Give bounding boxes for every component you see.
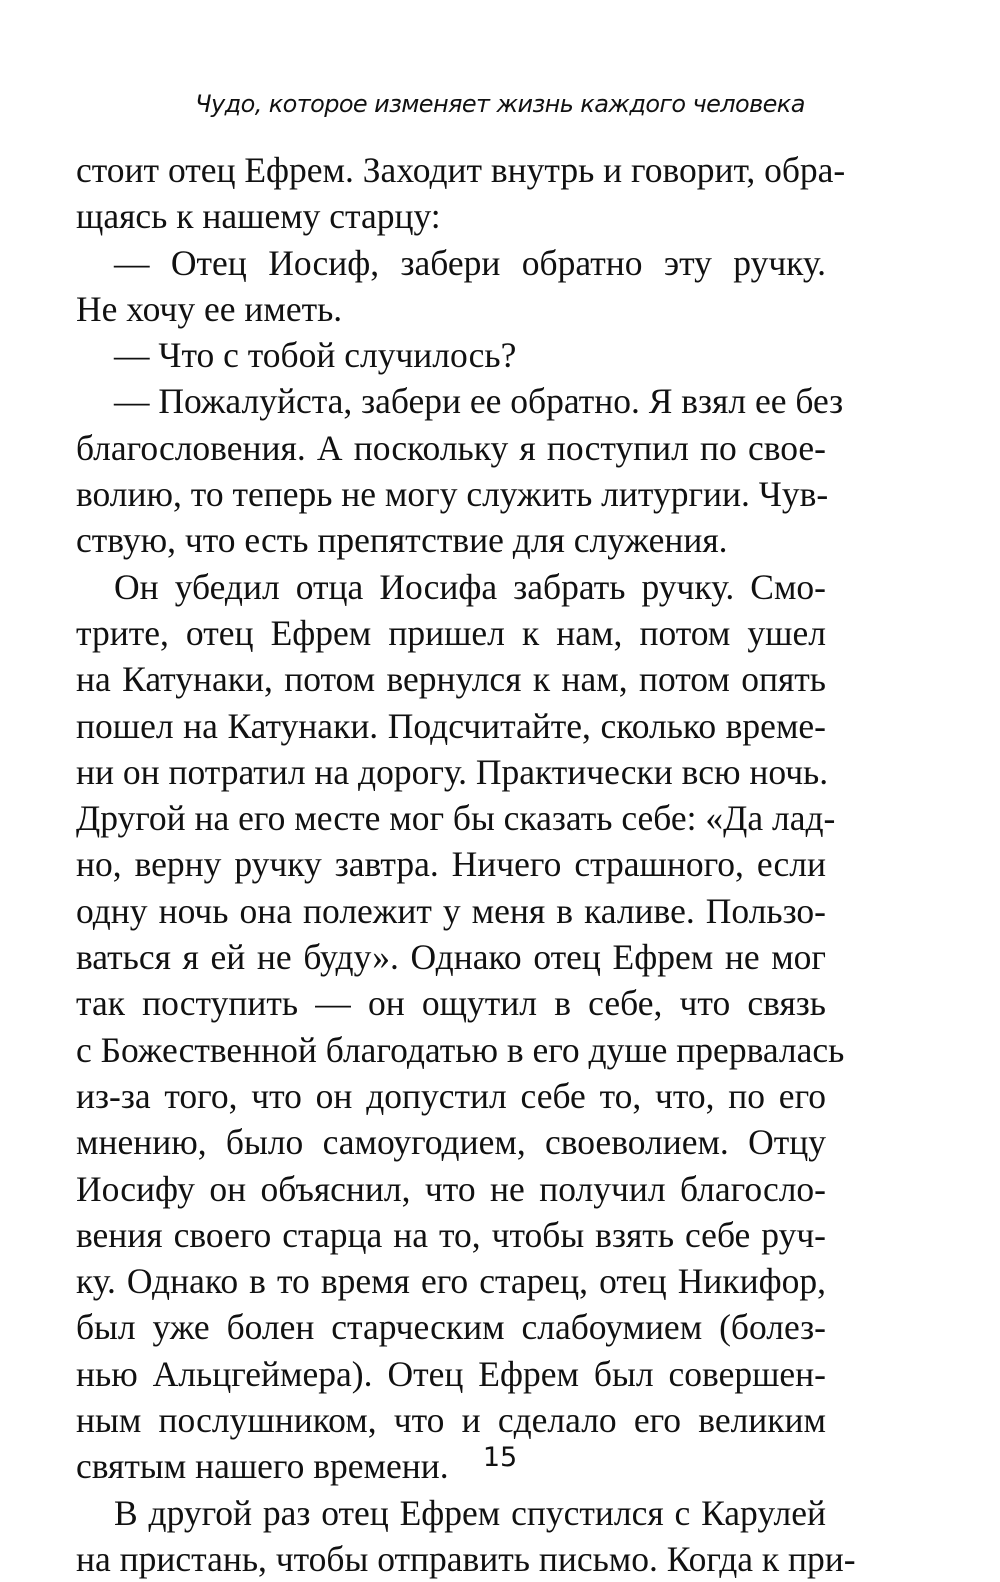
text-line: стоит отец Ефрем. Заходит внутрь и говорит, обра- [76, 150, 846, 190]
text-line: нью Альцгеймера). Отец Ефрем был совершен- [76, 1353, 826, 1394]
text-line: на Катунаки, потом вернулся к нам, потом опять [76, 659, 826, 700]
text-line: — Что с тобой случилось? [114, 335, 517, 376]
text-line: Он убедил отца Иосифа забрать ручку. Смо- [114, 566, 826, 607]
text-line: трите, отец Ефрем пришел к нам, потом ушел [76, 612, 826, 653]
text-line: мнению, было самоугодием, своеволием. Отцу [76, 1122, 826, 1163]
text-line: ваться я ей не буду». Однако отец Ефрем не мог [76, 937, 826, 978]
text-line: пошел на Катунаки. Подсчитайте, сколько време- [76, 705, 826, 746]
text-line: так поступить — он ощутил в себе, что связь [76, 983, 826, 1024]
text-line: на пристань, чтобы отправить письмо. Когда к при- [76, 1538, 856, 1579]
text-line: из-за того, что он допустил себе то, что, по его [76, 1075, 826, 1116]
text-line: волию, то теперь не могу служить литургии. Чув- [76, 474, 829, 515]
text-line: Другой на его месте мог бы сказать себе: «Да лад- [76, 798, 836, 839]
body-text [76, 147, 856, 1582]
text-line: был уже болен старческим слабоумием (болез- [76, 1307, 826, 1348]
text-line: Иосифу он объяснил, что не получил благосло- [76, 1168, 826, 1209]
page-number: 15 [482, 1442, 518, 1473]
text-line: ствую, что есть препятствие для служения. [76, 520, 728, 561]
running-head: Чудо, которое изменяет жизнь каждого человека [195, 90, 805, 118]
text-line: вения своего старца на то, чтобы взять себе руч- [76, 1214, 826, 1255]
text-line: ни он потратил на дорогу. Практически всю ночь. [76, 751, 829, 792]
text-line: В другой раз отец Ефрем спустился с Карулей [114, 1492, 826, 1533]
text-line: но, верну ручку завтра. Ничего страшного, если [76, 844, 826, 885]
text-line: — Пожалуйста, забери ее обратно. Я взял ее без [114, 381, 844, 422]
text-line: святым нашего времени. [76, 1446, 449, 1487]
text-line: — Отец Иосиф, забери обратно эту ручку. [114, 242, 826, 283]
text-line: щаясь к нашему старцу: [76, 196, 441, 237]
text-line: одну ночь она полежит у меня в каливе. Пользо- [76, 890, 826, 931]
text-line: Не хочу ее иметь. [76, 288, 343, 329]
text-line: благословения. А поскольку я поступил по свое- [76, 427, 826, 468]
text-line: с Божественной благодатью в его душе прервалась [76, 1029, 845, 1070]
text-line: ку. Однако в то время его старец, отец Никифор, [76, 1261, 826, 1302]
text-line: ным послушником, что и сделало его великим [76, 1400, 826, 1441]
